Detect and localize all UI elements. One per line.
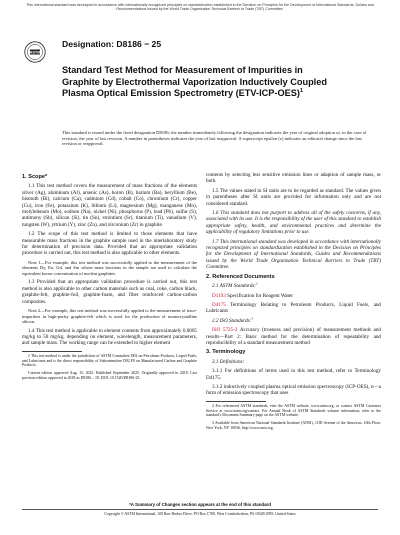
para-3-1-2: 3.1.2 inductively coupled plasma optical emission spectroscopy (ICP-OES), n—a form of emission spectroscopy that uses — [206, 383, 381, 397]
title-text: Standard Test Method for Measurement of Impurities in Graphite by Electrothermal Vaporization Inductively Coupled Plasma Optical Emission Spectrometry (ETV-ICP-OES) — [62, 65, 327, 98]
astm-standards-heading: 2.1 ASTM Standards:$^2$ — [212, 281, 258, 290]
note-1: Note 1—For example, this test method was successfully applied to the measurement of the elements Dy, Eu, Gd, and Sm whose mass fractions in the sample are used to calculate the equivalent boron concentration of nuclear graphites. — [22, 259, 197, 276]
copyright-footer: Copyright © ASTM International, 100 Barr Harbor Drive, PO Box C700, West Conshohocken, PA 19428-2959. United States — [104, 512, 296, 516]
ref-code-link[interactable]: ISO 5725-2 — [212, 327, 238, 334]
para-3-1-1: 3.1.1 For definitions of terms used in this test method, refer to Terminology D4175. — [206, 368, 381, 381]
para-1-4: 1.4 This test method is applicable to element contents from approximately 0.0005 mg/kg to 50 mg/kg, depending on element, wavelength, measurement parameters, and sample mass. The working range can be extended to higher element — [22, 327, 197, 347]
summary-of-changes-note: *A Summary of Changes section appears at the end of this standard — [129, 502, 271, 507]
ref-code-link[interactable]: D1193 — [212, 292, 226, 299]
footnote-2: 2 For referenced ASTM standards, visit the ASTM website, www.astm.org, or contact ASTM Customer Service at www.astm.org/contact. For Annual Book of ASTM Standards volume information, refer to the standard's Document Summary page on the ASTM website. — [206, 403, 381, 418]
footer-divider — [22, 509, 378, 510]
ref-code-link[interactable]: D4175 — [212, 301, 226, 308]
para-3-1: 3.1 Definitions: — [212, 358, 245, 365]
para-1-7: 1.7 This international standard was developed in accordance with internationally recognized principles on standardization established in the Decision on Principles for the Development of International Standards, Guides and Recommendations issued by the World Trade Organization Technical Barriers to Trade (TBT) Committee. — [206, 238, 381, 271]
ref-iso-5725-2[interactable]: ISO 5725-2 Accuracy (trueness and precision) of measurement methods and results—Part 2: Basic method for the determination of repeatability and reproducibility of a standard measurement method — [206, 327, 381, 346]
footnote-divider — [22, 351, 82, 352]
left-column — [22, 172, 197, 384]
para-1-6: 1.6 This standard does not purport to address all of the safety concerns, if any, associated with its use. It is the responsibility of the user of this standard to establish appropriate safety, health, and environmental practices and determine the applicability of regulatory limitations prior to use. — [206, 210, 381, 236]
title-footnote-ref[interactable]: 1 — [299, 87, 304, 94]
para-1-1: 1.1 This test method covers the measurement of mass fractions of the elements silver (Ag), aluminum (Al), arsenic (As), boron (B), barium (Ba), beryllium (Be), bismuth (Bi), calcium (Ca), cadmium (Cd), cobalt (Co), chromium (Cr), copper (Cu), iron (Fe), potassium (K), lithium (Li), magnesium (Mg), manganese (Mn), molybdenum (Mo), sodium (Na), nickel (Ni), phosphorus (P), lead (Pb), sulfur (S), antimony (Sb), silicon (Si), tin (Sn), strontium (Sr), titanium (Ti), vanadium (V), tungsten (W), yttrium (Y), zinc (Zn), and zirconium (Zr) in graphite. — [22, 183, 197, 228]
section-heading-scope: 1. Scope* — [22, 174, 48, 180]
para-1-3: 1.3 Provided that an appropriate validation procedure is carried out, this test method is also applicable to other carbon materials such as coal, coke, carbon black, graphite-felt, graphite-foil, graphite-foam, and fiber reinforced carbon-carbon composites. — [22, 279, 197, 305]
standard-intro: This standard is issued under the fixed designation D8186; the number immediately following the designation indicates the year of original adoption or, in the case of revision, the year of last revision. A number in parentheses indicates the year of last reapproval. A superscript epsilon (ε) indicates an editorial change since the last revision or reapproval. — [62, 130, 367, 147]
para-1-5: 1.5 The values stated in SI units are to be regarded as standard. The values given in parentheses after SI units are provided for information only and are not considered standard. — [206, 187, 381, 207]
section-heading-referenced-documents: 2. Referenced Documents — [206, 273, 275, 280]
footnote-divider — [206, 401, 266, 402]
right-column — [206, 172, 381, 434]
svg-text:ASTM: ASTM — [29, 50, 41, 55]
footnote-1: 1 This test method is under the jurisdiction of ASTM Committee D02 on Petroleum Products, Liquid Fuels, and Lubricants and is the direct responsibility of Subcommittee D02.F0 on Manufactured Carbon and Graphite Products. — [22, 353, 197, 368]
wto-banner: This international standard was developed in accordance with internationally recognized principles on standardization established in the Decision on Principles for the Development of International Standards, Guides and Recommendations issued by the World Trade Organization Technical Barriers to Trade (TBT) Committee. — [26, 3, 374, 12]
designation: Designation: D8186 − 25 — [62, 39, 162, 49]
document-title — [62, 65, 342, 100]
footnote-1-edition: Current edition approved Aug. 15, 2025. Published September 2025. Originally approved in 2018. Last previous edition approved in 2018 as D8186 – 18. DOI: 10.1520/D8186-25. — [22, 371, 197, 380]
para-1-4-continued: contents by selecting less sensitive emission lines or adaption of sample mass, or both. — [206, 172, 381, 185]
note-2: Note 2—For example, this test method was successfully applied to the measurement of trace-impurities in high-purity graphite-felt which is used for the production of monocrystalline silicon. — [22, 308, 197, 324]
ref-d4175[interactable]: D4175 Terminology Relating to Petroleum Products, Liquid Fuels, and Lubricants — [206, 301, 381, 315]
ref-d1193[interactable]: D1193 Specification for Reagent Water — [212, 292, 293, 299]
section-heading-terminology: 3. Terminology — [206, 349, 246, 356]
footnote-3: 3 Available from American National Standards Institute (ANSI), 1180 Avenue of the Americas, 10th Floor, New York, NY 10036, http://www.ansi.org. — [206, 421, 381, 430]
astm-logo-icon — [24, 41, 46, 63]
para-1-2: 1.2 The scope of this test method is limited to those elements that have measurable mass fractions in the graphite sample used in the interlaboratory study for determination of precision data. Provided that an appropriate validation procedure is carried out, this test method is also applicable to other elements. — [22, 231, 197, 257]
iso-standards-heading: 2.2 ISO Standards:$^3$ — [212, 316, 253, 324]
